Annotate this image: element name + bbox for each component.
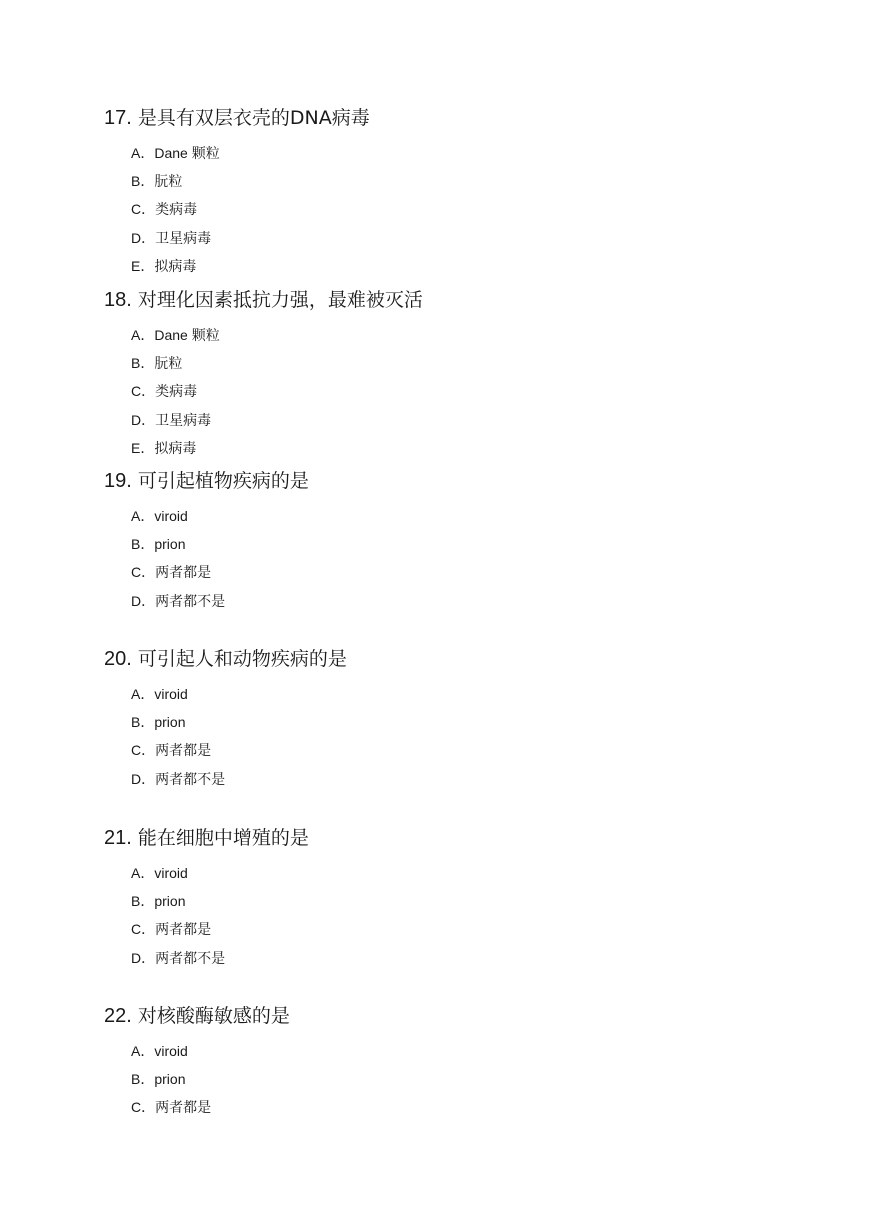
option-text: 两者都是 (155, 921, 212, 938)
option-list (104, 502, 824, 615)
option-letter: D． (131, 229, 156, 246)
option-text: 两者都是 (155, 742, 212, 759)
question-21 (104, 823, 824, 972)
option-c (131, 1093, 824, 1121)
option-text: prion (154, 893, 186, 910)
option-letter: B． (131, 893, 155, 910)
option-letter: A． (131, 1043, 155, 1059)
option-b (131, 349, 824, 377)
option-b (131, 887, 824, 915)
question-number: 20. (104, 648, 132, 670)
question-title (104, 103, 824, 133)
question-text: 可引起人和动物疾病的是 (137, 648, 347, 670)
option-c (131, 736, 824, 764)
question-number: 21. (104, 827, 132, 849)
option-d (131, 765, 824, 793)
option-letter: A． (131, 865, 155, 881)
option-text: 类病毒 (155, 383, 198, 400)
option-letter: A． (131, 686, 155, 702)
option-c (131, 558, 824, 586)
option-text: Dane 颗粒 (154, 327, 220, 343)
option-a (131, 1037, 824, 1065)
option-text: 朊粒 (154, 173, 183, 190)
option-e (131, 252, 824, 280)
option-list (104, 321, 824, 462)
question-17 (104, 103, 824, 280)
option-letter: C． (131, 1099, 156, 1116)
question-title (104, 466, 824, 496)
option-e (131, 434, 824, 462)
option-text: 拟病毒 (154, 257, 197, 274)
option-c (131, 195, 824, 223)
option-text: prion (154, 1071, 186, 1088)
option-text: 两者都是 (155, 1099, 212, 1116)
question-title (104, 285, 824, 315)
option-text: viroid (154, 1043, 188, 1059)
question-19 (104, 466, 824, 615)
option-a (131, 859, 824, 887)
option-letter: C． (131, 742, 156, 759)
question-number: 18. (104, 289, 132, 311)
option-text: 卫星病毒 (155, 229, 212, 246)
option-letter: C． (131, 383, 156, 400)
option-letter: B． (131, 536, 155, 553)
question-22 (104, 1001, 824, 1122)
option-letter: D． (131, 592, 156, 609)
option-d (131, 587, 824, 615)
option-a (131, 680, 824, 708)
option-text: Dane 颗粒 (154, 145, 220, 161)
question-title (104, 1001, 824, 1031)
option-text: 朊粒 (154, 355, 183, 372)
question-title (104, 823, 824, 853)
option-list (104, 680, 824, 793)
option-letter: A． (131, 145, 155, 161)
option-text: prion (154, 536, 186, 553)
option-letter: B． (131, 173, 155, 190)
question-text: 对核酸酶敏感的是 (137, 1005, 290, 1027)
option-list (104, 139, 824, 280)
option-letter: C． (131, 201, 156, 218)
option-text: prion (154, 714, 186, 731)
question-text: 可引起植物疾病的是 (137, 470, 309, 492)
option-text: viroid (154, 508, 188, 524)
option-letter: D． (131, 770, 156, 787)
option-text: viroid (154, 865, 188, 881)
option-d (131, 406, 824, 434)
question-text: 对理化因素抵抗力强，最难被灭活 (137, 289, 423, 311)
option-text: 卫星病毒 (155, 411, 212, 428)
option-text: 类病毒 (155, 201, 198, 218)
option-letter: C． (131, 921, 156, 938)
option-d (131, 224, 824, 252)
option-list (104, 1037, 824, 1122)
option-letter: A． (131, 327, 155, 343)
option-text: 两者都不是 (155, 949, 226, 966)
question-number: 22. (104, 1005, 132, 1027)
question-number: 17. (104, 107, 132, 129)
option-text: 两者都不是 (155, 770, 226, 787)
question-title (104, 644, 824, 674)
option-b (131, 1065, 824, 1093)
question-18 (104, 285, 824, 462)
option-list (104, 859, 824, 972)
option-letter: D． (131, 949, 156, 966)
question-20 (104, 644, 824, 793)
question-text: 是具有双层衣壳的DNA病毒 (137, 107, 370, 129)
question-number: 19. (104, 470, 132, 492)
option-letter: A． (131, 508, 155, 524)
option-a (131, 502, 824, 530)
option-letter: B． (131, 1071, 155, 1088)
option-a (131, 321, 824, 349)
option-b (131, 530, 824, 558)
option-d (131, 944, 824, 972)
option-letter: B． (131, 714, 155, 731)
option-text: 拟病毒 (154, 439, 197, 456)
option-letter: B． (131, 355, 155, 372)
question-text: 能在细胞中增殖的是 (137, 827, 309, 849)
option-letter: C． (131, 564, 156, 581)
option-a (131, 139, 824, 167)
option-letter: E． (131, 439, 155, 456)
option-c (131, 915, 824, 943)
option-c (131, 377, 824, 405)
option-letter: D． (131, 411, 156, 428)
option-text: 两者都是 (155, 564, 212, 581)
option-text: 两者都不是 (155, 592, 226, 609)
option-b (131, 167, 824, 195)
option-b (131, 708, 824, 736)
option-text: viroid (154, 686, 188, 702)
option-letter: E． (131, 257, 155, 274)
